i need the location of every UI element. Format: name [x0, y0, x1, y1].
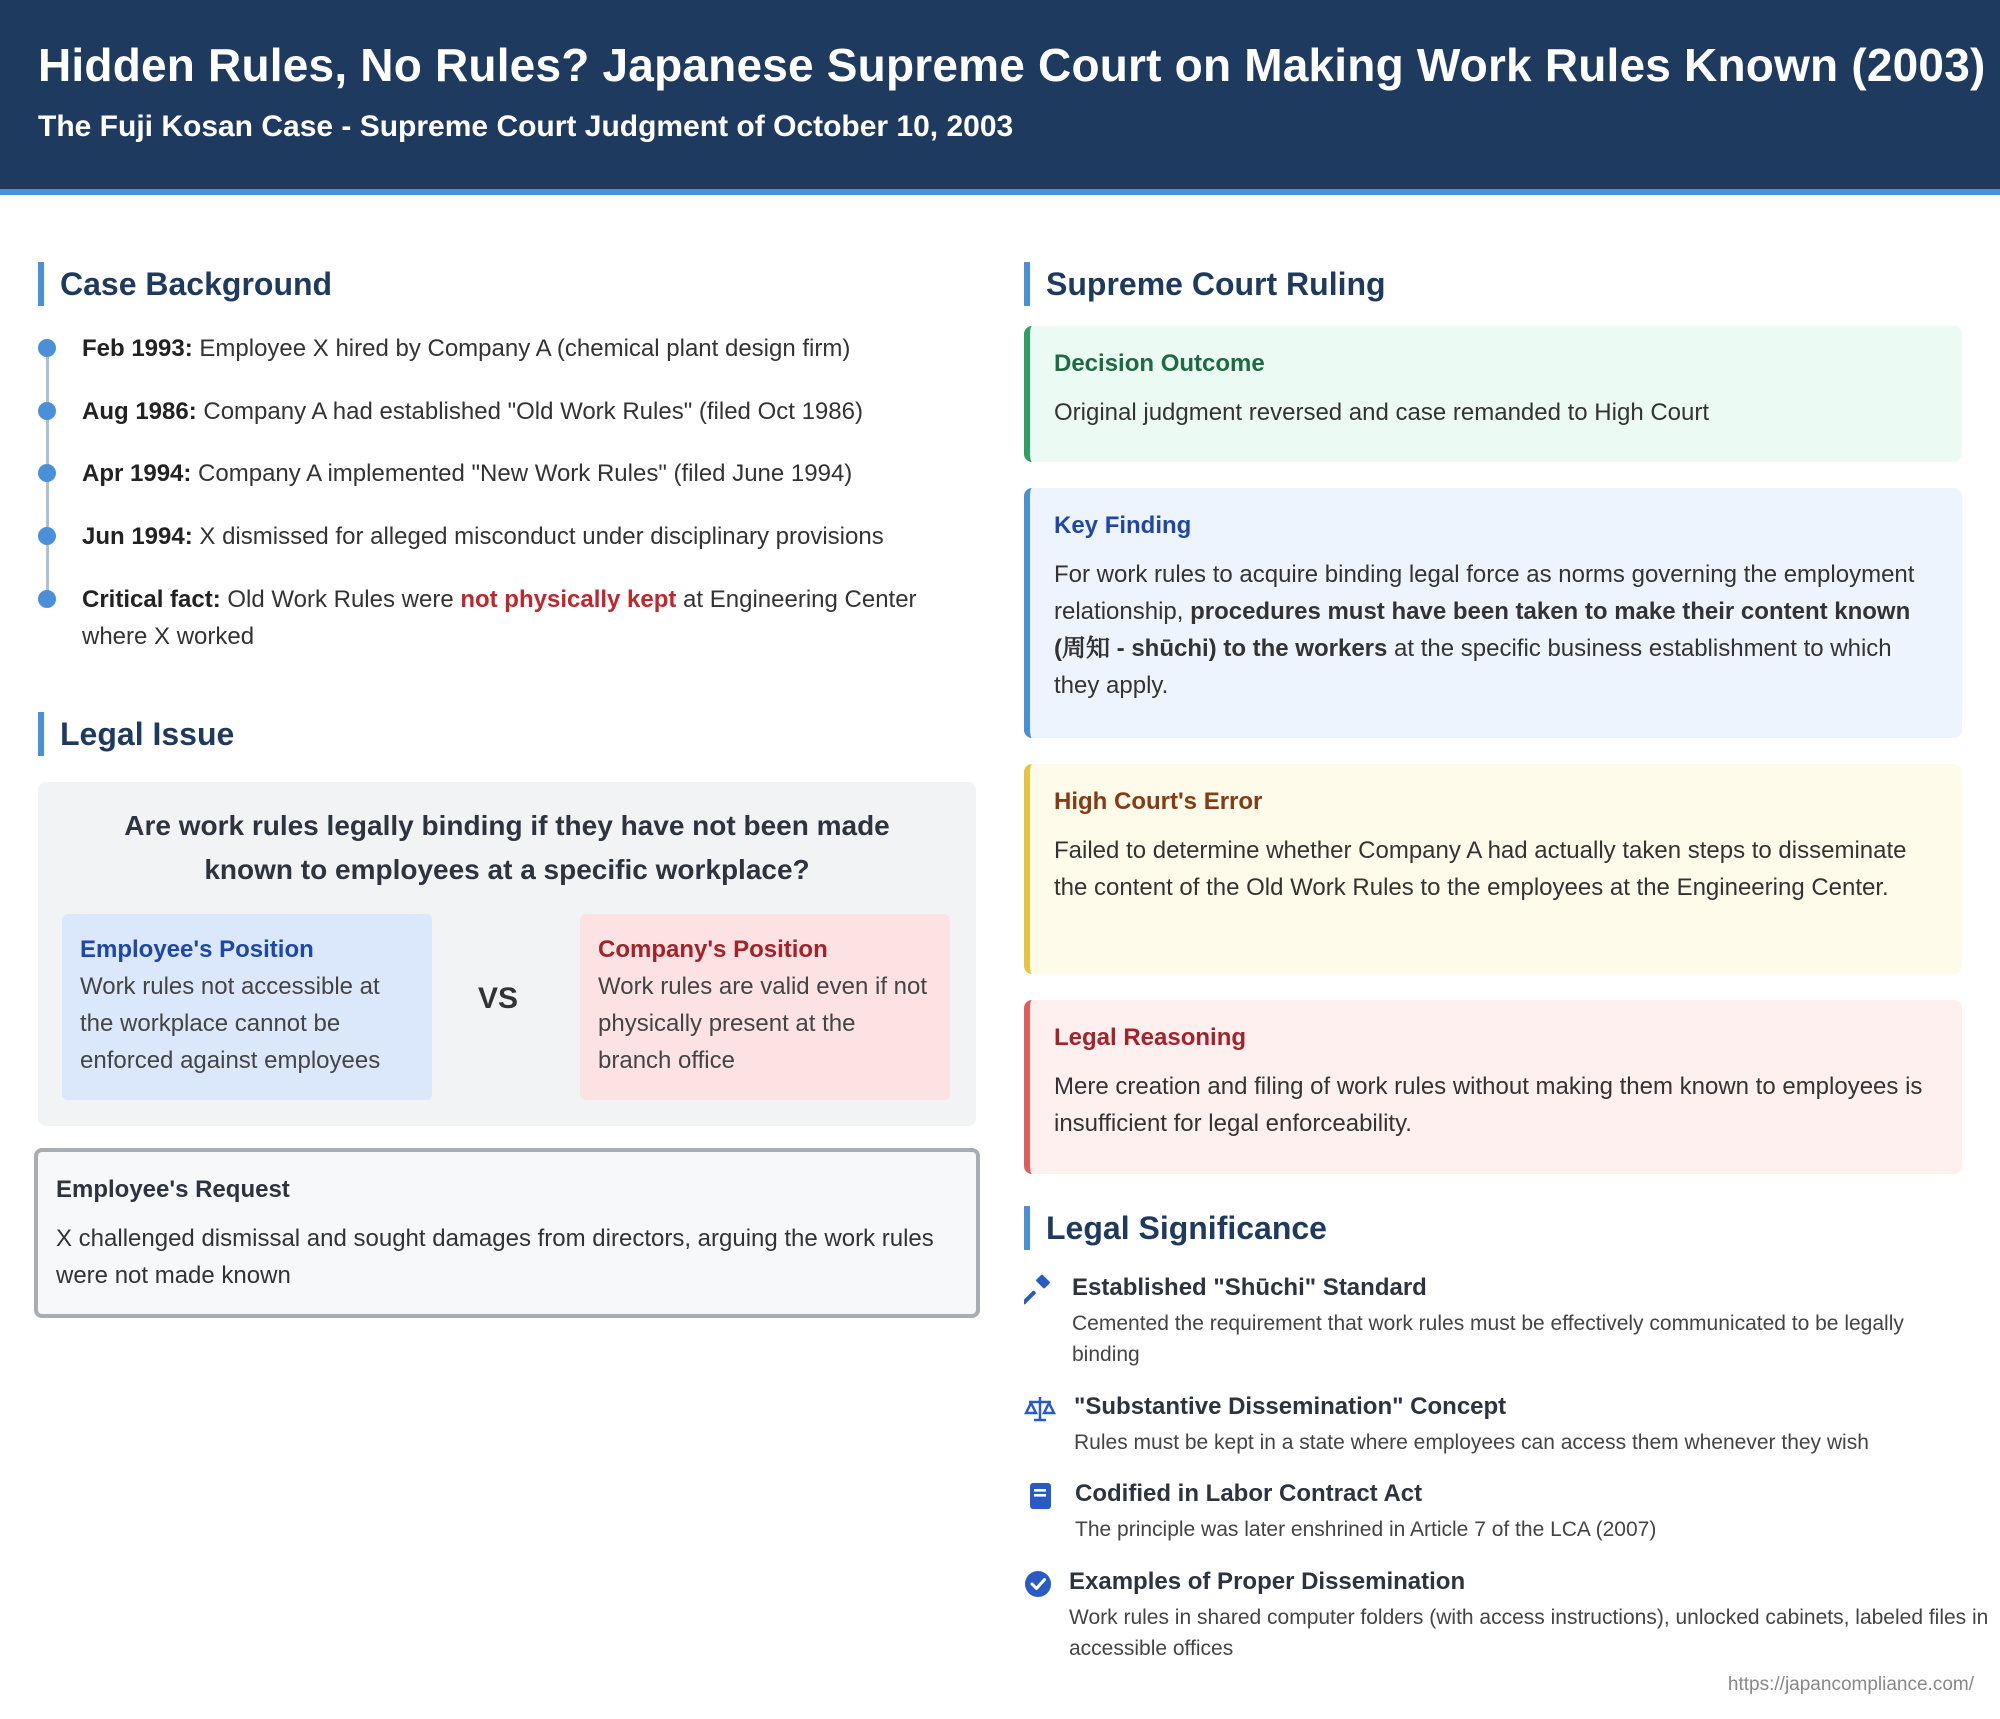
high-court-error-title: High Court's Error: [1054, 788, 1263, 815]
page-title: Hidden Rules, No Rules? Japanese Supreme Court on Making Work Rules Known (2003): [38, 39, 1986, 91]
timeline-dot: [38, 590, 56, 608]
key-finding-text: [1054, 556, 1938, 704]
case-background-heading: Case Background: [38, 262, 332, 306]
timeline-dot: [38, 527, 56, 545]
legal-reasoning-text: Mere creation and filing of work rules without making them known to employees is insufficient for legal enforceability.: [1054, 1073, 1923, 1137]
significance-text: Work rules in shared computer folders (with access instructions), unlocked cabinets, labeled files in accessible offices: [1069, 1606, 1989, 1660]
timeline-text: Employee X hired by Company A (chemical plant design firm): [192, 335, 851, 362]
significance-title: "Substantive Dissemination" Concept: [1074, 1393, 1507, 1420]
company-position-box: [580, 914, 950, 1100]
timeline-date: Feb 1993:: [82, 335, 193, 362]
legal-issue-heading: Legal Issue: [38, 712, 234, 756]
timeline-text: X dismissed for alleged misconduct under disciplinary provisions: [192, 523, 884, 550]
timeline-dot: [38, 339, 56, 357]
timeline-item: [38, 393, 978, 430]
timeline-item-critical: [38, 581, 938, 655]
timeline-dot: [38, 464, 56, 482]
significance-title: Codified in Labor Contract Act: [1075, 1480, 1423, 1507]
timeline-text: at Engineering Center where X worked: [82, 586, 917, 650]
timeline-item: [38, 455, 978, 492]
ruling-heading: Supreme Court Ruling: [1024, 262, 1386, 306]
significance-title: Examples of Proper Dissemination: [1069, 1568, 1466, 1595]
legal-issue-box: [38, 782, 976, 1126]
gavel-icon: [1024, 1274, 1056, 1306]
employee-position-title: Employee's Position: [80, 936, 314, 963]
legal-significance-heading: Legal Significance: [1024, 1206, 1327, 1250]
timeline-text: Old Work Rules were: [220, 586, 461, 613]
significance-text: The principle was later enshrined in Article 7 of the LCA (2007): [1075, 1518, 1657, 1541]
timeline-highlight: not physically kept: [460, 586, 677, 613]
employee-request-title: Employee's Request: [56, 1176, 290, 1203]
header-banner: [0, 0, 2000, 195]
significance-title: Established "Shūchi" Standard: [1072, 1274, 1427, 1301]
company-position-title: Company's Position: [598, 936, 828, 963]
employee-request-box: [34, 1148, 980, 1318]
significance-text: Rules must be kept in a state where employees can access them whenever they wish: [1074, 1431, 1869, 1454]
versus-label: VS: [478, 982, 519, 1015]
timeline-date: Aug 1986:: [82, 398, 197, 425]
key-finding-title: Key Finding: [1054, 512, 1192, 539]
timeline-date: Jun 1994:: [82, 523, 193, 550]
timeline-text: Company A implemented "New Work Rules" (filed June 1994): [191, 460, 853, 487]
legal-issue-question: Are work rules legally binding if they have not been made known to employees at a specific workplace?: [124, 810, 890, 885]
timeline-date: Critical fact:: [82, 586, 221, 613]
decision-outcome-card: [1024, 326, 1962, 462]
employee-request-text: X challenged dismissal and sought damages from directors, arguing the work rules were not made known: [56, 1225, 934, 1289]
key-finding-text-part: at the specific business establishment to which they apply.: [1054, 635, 1892, 699]
scale-icon: [1024, 1393, 1056, 1425]
significance-text: Cemented the requirement that work rules must be effectively communicated to be legally binding: [1072, 1312, 1904, 1366]
timeline-item: [38, 518, 978, 555]
decision-outcome-text: Original judgment reversed and case remanded to High Court: [1054, 399, 1710, 426]
footer-url[interactable]: https://japancompliance.com/: [1727, 1674, 1974, 1695]
legal-reasoning-card: [1024, 1000, 1962, 1174]
employee-position-box: [62, 914, 432, 1100]
key-finding-emphasis: procedures must have been taken to make their content known (周知 - shūchi) to the workers: [1054, 598, 1911, 662]
key-finding-card: [1024, 488, 1962, 738]
company-position-text: Work rules are valid even if not physically present at the branch office: [598, 973, 928, 1074]
check-circle-icon: [1024, 1568, 1056, 1600]
book-icon: [1024, 1480, 1056, 1512]
timeline-date: Apr 1994:: [82, 460, 192, 487]
key-finding-text-part: For work rules to acquire binding legal force as norms governing the employment relationship,: [1054, 561, 1915, 625]
high-court-error-card: [1024, 764, 1962, 974]
employee-position-text: Work rules not accessible at the workplace cannot be enforced against employees: [80, 973, 381, 1074]
timeline-item: [38, 330, 978, 367]
timeline-text: Company A had established "Old Work Rules" (filed Oct 1986): [196, 398, 863, 425]
page-subtitle: The Fuji Kosan Case - Supreme Court Judgment of October 10, 2003: [38, 110, 1014, 143]
timeline-dot: [38, 402, 56, 420]
legal-reasoning-title: Legal Reasoning: [1054, 1024, 1247, 1051]
decision-outcome-title: Decision Outcome: [1054, 350, 1265, 377]
high-court-error-text: Failed to determine whether Company A had actually taken steps to disseminate the content of the Old Work Rules to the employees at the Engineering Center.: [1054, 837, 1907, 901]
